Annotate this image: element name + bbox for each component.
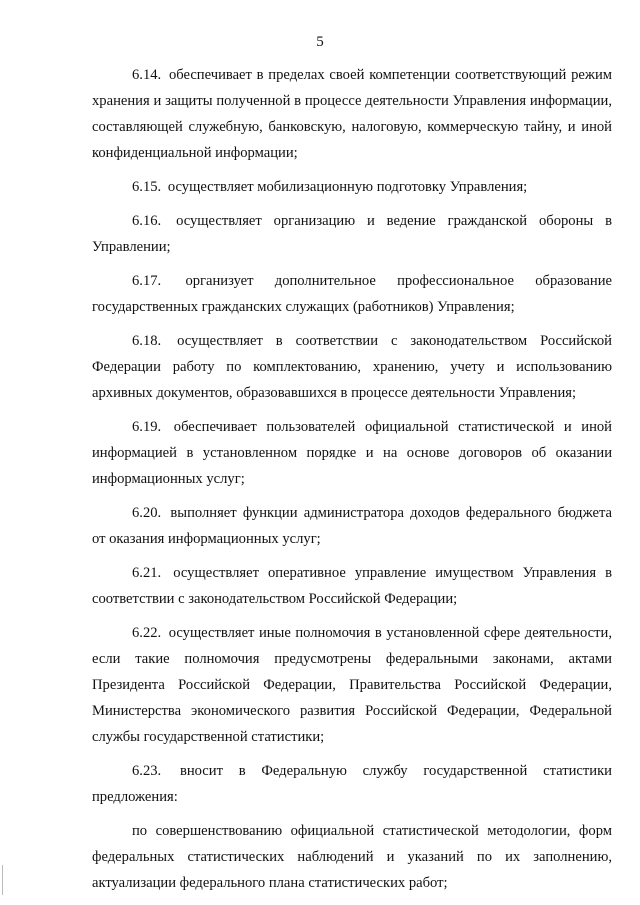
paragraph-number: 6.21. — [132, 565, 162, 581]
paragraph-number: 6.23. — [132, 763, 162, 779]
scan-margin-mark — [2, 865, 7, 895]
paragraph-6-20 — [92, 500, 612, 552]
paragraph-number: 6.20. — [132, 505, 162, 521]
paragraph-text: осуществляет оперативное управление имуществом Управления в соответствии с законодательством Российской Федерации; — [92, 565, 612, 607]
paragraph-number: 6.18. — [132, 333, 162, 349]
paragraph-number: 6.17. — [132, 273, 162, 289]
paragraph-text: вносит в Федеральную службу государственной статистики предложения: — [92, 763, 612, 805]
paragraph-6-21 — [92, 560, 612, 612]
paragraph-number: 6.22. — [132, 625, 162, 641]
paragraph-text: выполняет функции администратора доходов федерального бюджета от оказания информационных услуг; — [92, 505, 613, 547]
paragraph-6-16 — [92, 208, 612, 260]
paragraph-6-14 — [92, 62, 612, 166]
paragraph-text: обеспечивает пользователей официальной статистической и иной информацией в установленном порядке и на основе договоров об оказании информационных услуг; — [92, 419, 612, 487]
paragraph-text: осуществляет мобилизационную подготовку Управления; — [167, 179, 528, 195]
paragraph-6-23-item — [92, 818, 612, 896]
paragraph-6-17 — [92, 268, 612, 320]
paragraph-6-22 — [92, 620, 612, 750]
paragraph-6-15 — [92, 174, 612, 200]
paragraph-6-23 — [92, 758, 612, 810]
paragraph-6-19 — [92, 414, 612, 492]
paragraph-text: обеспечивает в пределах своей компетенции соответствующий режим хранения и защиты полученной в процессе деятельности Управления информации, составляющей служебную, банковскую, налоговую, коммерческую тайну, и иной конфиденциальной информации; — [92, 67, 612, 161]
paragraph-text: организует дополнительное профессиональное образование государственных гражданских служащих (работников) Управления; — [92, 273, 612, 315]
page-number: 5 — [316, 34, 324, 50]
paragraph-text: осуществляет иные полномочия в установленной сфере деятельности, если такие полномочия предусмотрены федеральными законами, актами Президента Российской Федерации, Правительства Российской Федерации, Министерства экономического развития Российской Федерации, Федеральной службы государственной статистики; — [92, 625, 612, 745]
document-body — [92, 62, 612, 904]
paragraph-text: осуществляет организацию и ведение гражданской обороны в Управлении; — [92, 213, 612, 255]
paragraph-number: 6.14. — [132, 67, 162, 83]
paragraph-text: осуществляет в соответствии с законодательством Российской Федерации работу по комплектованию, хранению, учету и использованию архивных документов, образовавшихся в процессе деятельности Управления; — [92, 333, 612, 401]
paragraph-number: 6.19. — [132, 419, 162, 435]
paragraph-text: по совершенствованию официальной статистической методологии, форм федеральных статистических наблюдений и указаний по их заполнению, актуализации федерального плана статистических работ; — [92, 823, 612, 891]
paragraph-number: 6.16. — [132, 213, 162, 229]
paragraph-6-18 — [92, 328, 612, 406]
paragraph-number: 6.15. — [132, 179, 162, 195]
